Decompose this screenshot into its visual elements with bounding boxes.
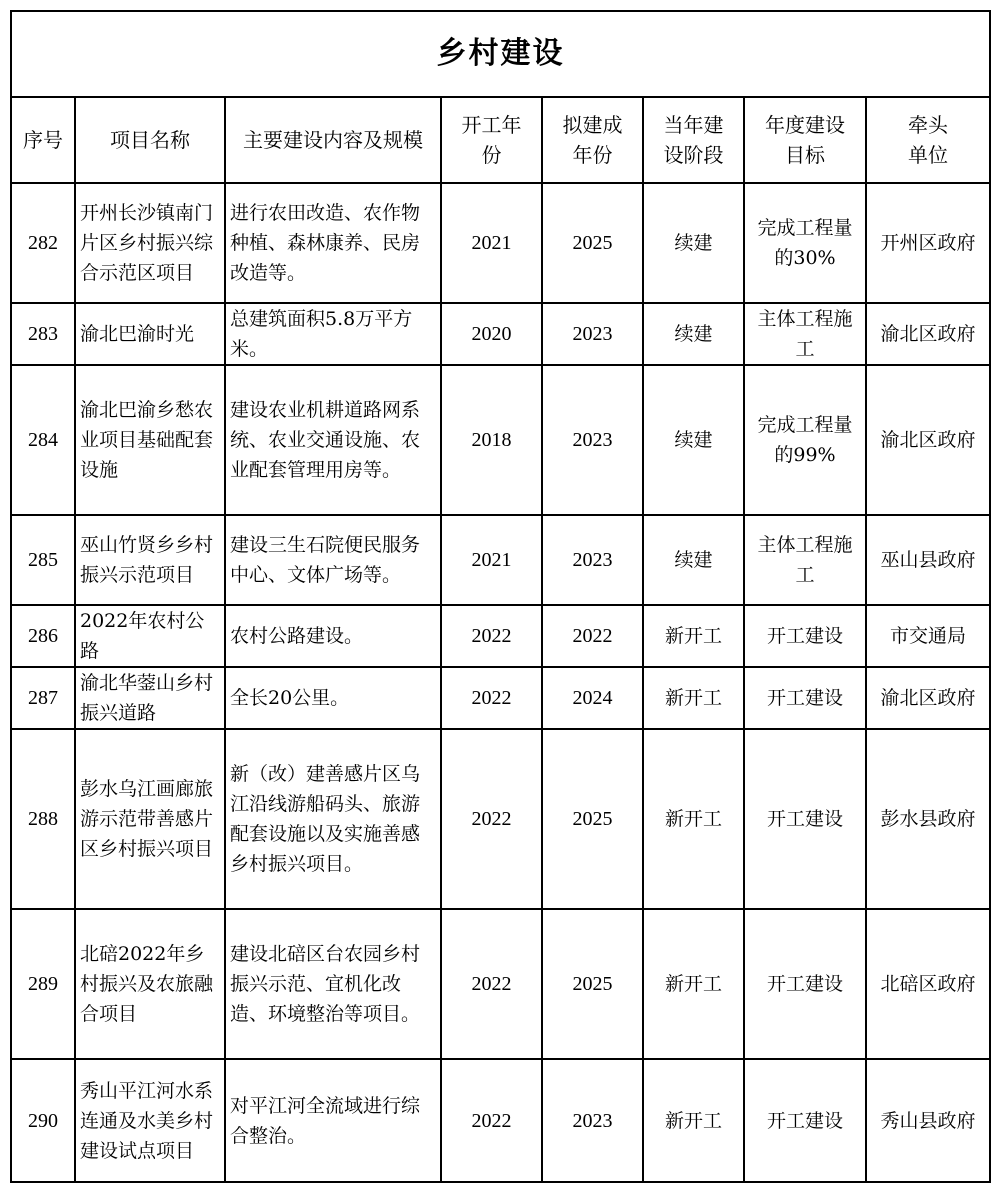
cell-start: 2018 [441,365,542,515]
cell-content: 农村公路建设。 [225,605,441,667]
header-goal: 年度建设目标 [744,97,866,183]
cell-end: 2025 [542,909,643,1059]
cell-stage: 新开工 [643,1059,744,1182]
cell-goal: 开工建设 [744,1059,866,1182]
header-row [11,97,990,183]
cell-name: 秀山平江河水系连通及水美乡村建设试点项目 [75,1059,225,1182]
cell-start: 2022 [441,1059,542,1182]
cell-content: 全长20公里。 [225,667,441,729]
cell-unit: 渝北区政府 [866,667,990,729]
cell-name: 渝北巴渝时光 [75,303,225,365]
cell-stage: 新开工 [643,909,744,1059]
cell-start: 2022 [441,909,542,1059]
cell-unit: 渝北区政府 [866,303,990,365]
document-page [10,10,989,1183]
cell-unit: 秀山县政府 [866,1059,990,1182]
cell-seq: 289 [11,909,75,1059]
cell-seq: 282 [11,183,75,303]
cell-goal: 主体工程施工 [744,515,866,605]
cell-stage: 新开工 [643,667,744,729]
cell-end: 2025 [542,183,643,303]
cell-stage: 续建 [643,303,744,365]
cell-name: 开州长沙镇南门片区乡村振兴综合示范区项目 [75,183,225,303]
cell-seq: 285 [11,515,75,605]
cell-stage: 续建 [643,183,744,303]
cell-stage: 新开工 [643,729,744,909]
cell-end: 2023 [542,515,643,605]
cell-seq: 284 [11,365,75,515]
cell-seq: 290 [11,1059,75,1182]
cell-start: 2022 [441,667,542,729]
cell-content: 对平江河全流域进行综合整治。 [225,1059,441,1182]
cell-content: 建设农业机耕道路网系统、农业交通设施、农业配套管理用房等。 [225,365,441,515]
table-row [11,515,990,605]
cell-unit: 巫山县政府 [866,515,990,605]
cell-goal: 完成工程量的99% [744,365,866,515]
cell-name: 北碚2022年乡村振兴及农旅融合项目 [75,909,225,1059]
cell-name: 彭水乌江画廊旅游示范带善感片区乡村振兴项目 [75,729,225,909]
cell-seq: 288 [11,729,75,909]
cell-start: 2022 [441,605,542,667]
cell-start: 2021 [441,515,542,605]
header-end: 拟建成年份 [542,97,643,183]
cell-start: 2021 [441,183,542,303]
cell-content: 建设三生石院便民服务中心、文体广场等。 [225,515,441,605]
cell-goal: 完成工程量的30% [744,183,866,303]
project-table [10,10,991,1183]
cell-stage: 续建 [643,515,744,605]
cell-goal: 开工建设 [744,729,866,909]
cell-stage: 续建 [643,365,744,515]
cell-content: 新（改）建善感片区乌江沿线游船码头、旅游配套设施以及实施善感乡村振兴项目。 [225,729,441,909]
cell-unit: 开州区政府 [866,183,990,303]
cell-end: 2025 [542,729,643,909]
table-title: 乡村建设 [11,11,990,97]
cell-name: 巫山竹贤乡乡村振兴示范项目 [75,515,225,605]
cell-start: 2020 [441,303,542,365]
cell-goal: 开工建设 [744,909,866,1059]
cell-unit: 彭水县政府 [866,729,990,909]
cell-goal: 主体工程施工 [744,303,866,365]
cell-content: 建设北碚区台农园乡村振兴示范、宜机化改造、环境整治等项目。 [225,909,441,1059]
table-row [11,729,990,909]
table-row [11,909,990,1059]
cell-name: 渝北巴渝乡愁农业项目基础配套设施 [75,365,225,515]
cell-unit: 渝北区政府 [866,365,990,515]
cell-end: 2024 [542,667,643,729]
cell-name: 2022年农村公路 [75,605,225,667]
cell-seq: 283 [11,303,75,365]
table-row [11,1059,990,1182]
header-stage: 当年建设阶段 [643,97,744,183]
cell-end: 2023 [542,365,643,515]
table-row [11,605,990,667]
header-start: 开工年份 [441,97,542,183]
cell-start: 2022 [441,729,542,909]
cell-name: 渝北华蓥山乡村振兴道路 [75,667,225,729]
header-name: 项目名称 [75,97,225,183]
cell-end: 2022 [542,605,643,667]
table-row [11,183,990,303]
cell-content: 进行农田改造、农作物种植、森林康养、民房改造等。 [225,183,441,303]
cell-seq: 286 [11,605,75,667]
cell-goal: 开工建设 [744,667,866,729]
header-seq: 序号 [11,97,75,183]
header-unit: 牵头单位 [866,97,990,183]
cell-unit: 市交通局 [866,605,990,667]
cell-end: 2023 [542,1059,643,1182]
table-row [11,303,990,365]
cell-stage: 新开工 [643,605,744,667]
cell-goal: 开工建设 [744,605,866,667]
cell-seq: 287 [11,667,75,729]
table-row [11,365,990,515]
cell-end: 2023 [542,303,643,365]
header-content: 主要建设内容及规模 [225,97,441,183]
cell-content: 总建筑面积5.8万平方米。 [225,303,441,365]
cell-unit: 北碚区政府 [866,909,990,1059]
table-row [11,667,990,729]
